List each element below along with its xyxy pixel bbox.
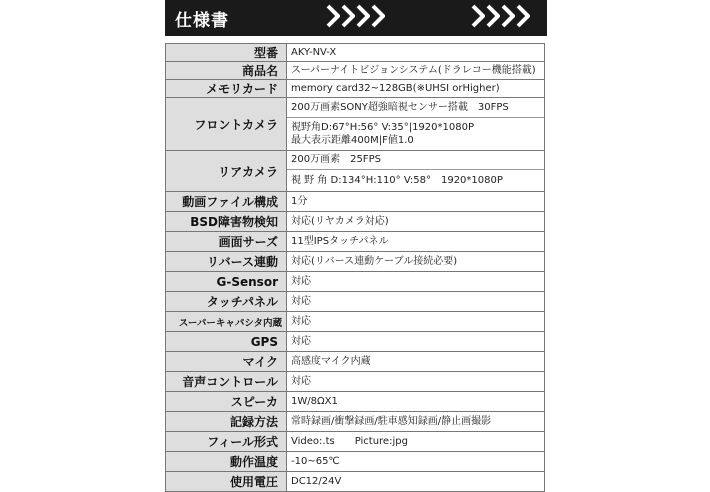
spec-label: フィール形式 [166,432,287,451]
spec-value-line: 対応 [291,296,311,307]
spec-value [287,192,544,211]
spec-row-bsd [165,212,545,232]
spec-value [287,392,544,411]
spec-row-model [165,44,545,62]
chevron-right-icon [326,4,340,28]
spec-value-line: AKY-NV-X [291,46,337,58]
spec-row-voice-control [165,372,545,392]
spec-value [287,252,544,271]
spec-value-line: Video:.ts Picture:jpg [291,436,408,447]
spec-value-line: -10~65℃ [291,456,340,467]
spec-row-touch-panel [165,292,545,312]
spec-value [287,62,544,79]
spec-label: 型番 [166,44,287,61]
spec-value-line: 対応(リバース連動ケーブル接続必要) [291,256,458,267]
spec-label: 動作温度 [166,452,287,471]
spec-value-line: 視 野 角 D:134°H:110° V:58° 1920*1080P [287,169,544,191]
spec-row-memory-card [165,80,545,98]
spec-value [287,352,544,371]
spec-value-line: 200万画素 25FPS [291,154,381,165]
spec-value [287,432,544,451]
spec-value-line: 11型IPSタッチパネル [291,236,389,247]
chevron-right-icon [356,4,370,28]
spec-value-line: 1分 [291,196,308,207]
spec-value [287,98,544,150]
spec-label: 使用電圧 [166,472,287,491]
spec-value-line: 対応 [291,316,311,327]
spec-title: 仕様書 [175,11,229,31]
spec-value-line: スーパーナイトビジョンシステム(ドラレコー機能搭載) [291,64,536,76]
spec-table [165,43,545,492]
chevron-right-icon [486,4,500,28]
spec-value-line: DC12/24V [291,476,342,487]
spec-value [287,212,544,231]
spec-value-line: 高感度マイク内蔵 [291,356,371,367]
spec-row-super-capacitor [165,312,545,332]
spec-label: 商品名 [166,62,287,79]
spec-row-file-format [165,432,545,452]
spec-value [287,151,544,191]
spec-label: スーパーキャパシタ内蔵 [166,312,287,331]
spec-value-line: 視野角D:67°H:56° V:35°|1920*1080P [287,117,544,134]
spec-row-speaker [165,392,545,412]
spec-value-line: memory card32~128GB(※UHSI orHigher) [291,82,500,94]
spec-label: GPS [166,332,287,351]
spec-label: タッチパネル [166,292,287,311]
spec-value [287,452,544,471]
spec-row-g-sensor [165,272,545,292]
spec-row-gps [165,332,545,352]
spec-value [287,44,544,61]
spec-row-operating-temp [165,452,545,472]
spec-label: 画面サーズ [166,232,287,251]
spec-row-product-name [165,62,545,80]
spec-label: G-Sensor [166,272,287,291]
chevron-right-icon [471,4,485,28]
spec-value-line: 対応 [291,276,311,287]
spec-value [287,272,544,291]
spec-value [287,472,544,491]
spec-label: 動画ファイル構成 [166,192,287,211]
chevron-right-icon [501,4,515,28]
spec-value-line: 1W/8ΩX1 [291,396,338,407]
spec-row-video-file [165,192,545,212]
spec-label: 音声コントロール [166,372,287,391]
spec-label: リバース連動 [166,252,287,271]
spec-row-screen-size [165,232,545,252]
chevron-right-icon [341,4,355,28]
spec-label: メモリカード [166,80,287,97]
spec-value-line: 対応(リヤカメラ対応) [291,216,389,227]
spec-row-voltage [165,472,545,492]
spec-label: マイク [166,352,287,371]
chevron-right-icon [371,4,385,28]
spec-value-line: 対応 [291,336,311,347]
spec-value-line: 常時録画/衝撃録画/駐車感知録画/静止画撮影 [291,416,492,427]
spec-value-line: 最大表示距離400M|F値1.0 [291,135,414,146]
spec-value [287,332,544,351]
spec-header [165,0,547,36]
spec-row-rear-camera [165,151,545,192]
spec-label: 記録方法 [166,412,287,431]
spec-row-reverse-link [165,252,545,272]
spec-value-line: 200万画素SONY超強暗視センサー搭載 30FPS [291,102,509,113]
spec-value-line: 対応 [291,376,311,387]
spec-label: フロントカメラ [166,98,287,150]
spec-label: リアカメラ [166,151,287,191]
spec-row-microphone [165,352,545,372]
chevron-right-icon [516,4,530,28]
spec-value [287,292,544,311]
spec-value [287,312,544,331]
spec-value [287,372,544,391]
spec-value [287,412,544,431]
spec-row-recording-method [165,412,545,432]
spec-value [287,80,544,97]
spec-value [287,232,544,251]
spec-row-front-camera [165,98,545,151]
spec-label: BSD障害物検知 [166,212,287,231]
spec-label: スピーカ [166,392,287,411]
